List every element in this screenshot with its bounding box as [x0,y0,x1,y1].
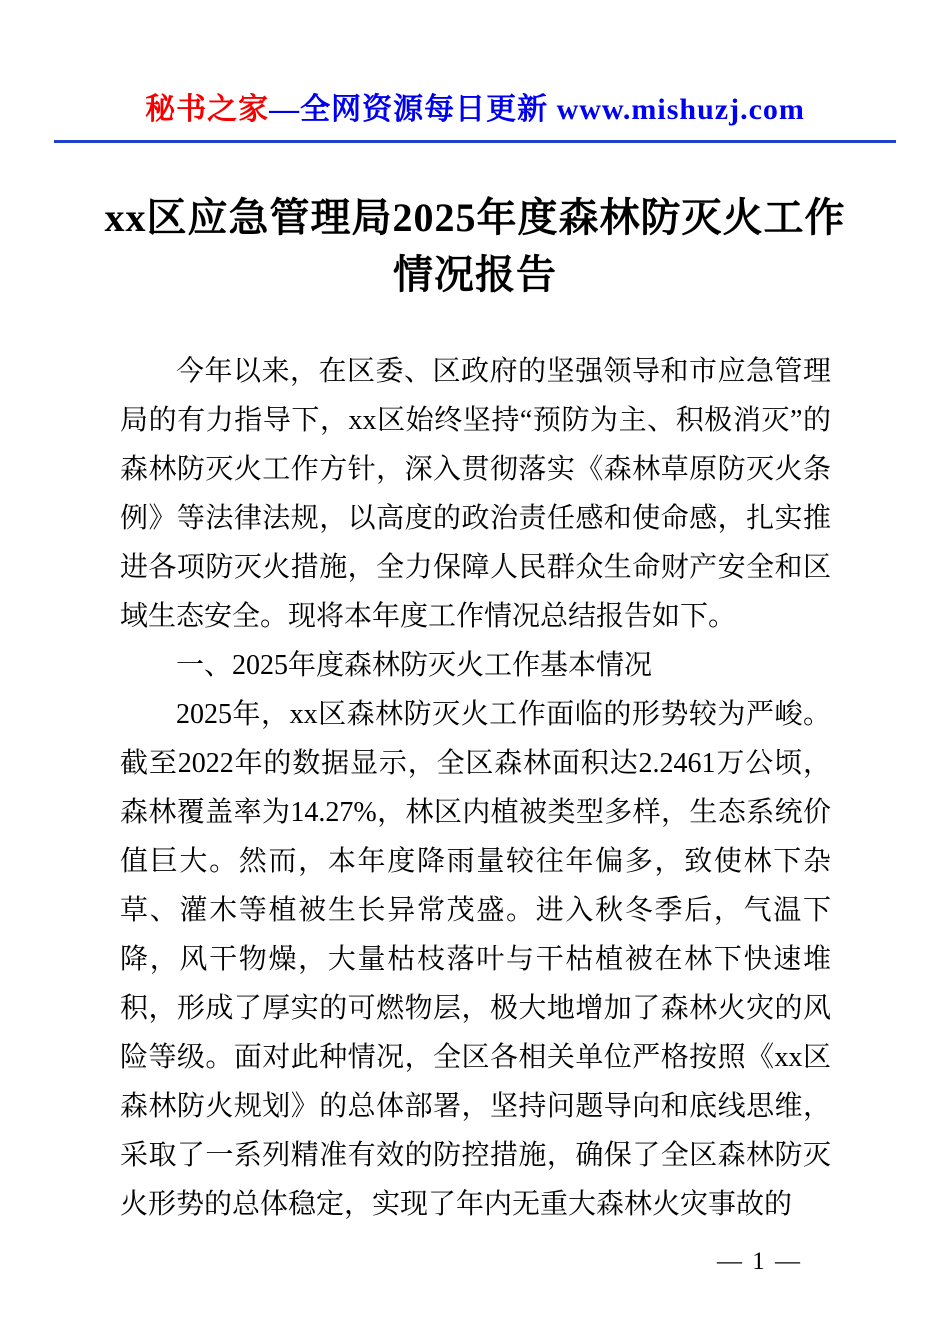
document-title [70,189,880,303]
document-body [120,347,831,1229]
site-url-link[interactable]: www.mishuzj.com [556,93,805,126]
page-number: — 1 — [717,1248,802,1275]
header-divider-line [54,140,896,143]
document-title-line-1: xx区应急管理局2025年度森林防灭火工作 [104,195,846,240]
site-brand-name: 秘书之家 [145,93,270,126]
site-tagline: —全网资源每日更新 [269,93,557,126]
section-1-heading: 一、2025年度森林防灭火工作基本情况 [176,650,653,681]
section-1-paragraph: 2025年，xx区森林防灭火工作面临的形势较为严峻。截至2022年的数据显示，全区森林面积达2.2461万公顷，森林覆盖率为14.27%，林区内植被类型多样，生态系统价值巨大。然而，本年度降雨量较往年偏多，致使林下杂草、灌木等植被生长异常茂盛。进入秋冬季后，气温下降，风干物燥，大量枯枝落叶与干枯植被在林下快速堆积，形成了厚实的可燃物层，极大地增加了森林火灾的风险等级。面对此种情况，全区各相关单位严格按照《xx区森林防火规划》的总体部署，坚持问题导向和底线思维，采取了一系列精准有效的防控措施，确保了全区森林防灭火形势的总体稳定，实现了年内无重大森林火灾事故的 [120,699,831,1220]
intro-paragraph: 今年以来，在区委、区政府的坚强领导和市应急管理局的有力指导下，xx区始终坚持“预防为主、积极消灭”的森林防灭火工作方针，深入贯彻落实《森林草原防灭火条例》等法律法规，以高度的政治责任感和使命感，扎实推进各项防灭火措施，全力保障人民群众生命财产安全和区域生态安全。现将本年度工作情况总结报告如下。 [120,356,831,632]
document-title-line-2: 情况报告 [393,252,557,297]
site-header [0,0,950,128]
